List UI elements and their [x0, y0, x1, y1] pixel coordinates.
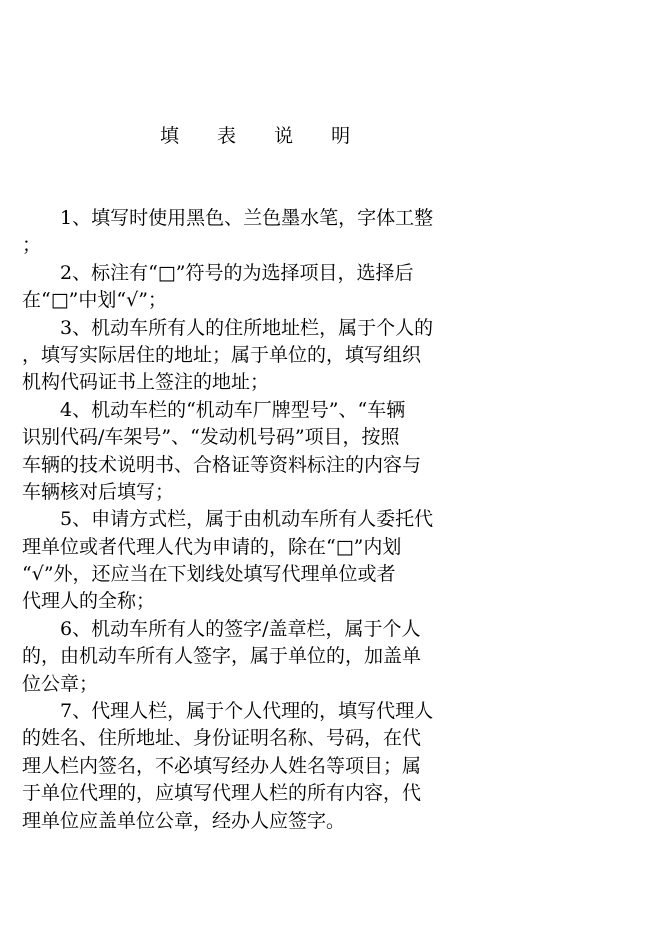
- text-line: 的姓名、住所地址、身份证明名称、号码，在代: [22, 727, 422, 750]
- text-line: 5、申请方式栏，属于由机动车所有人委托代: [60, 508, 434, 531]
- text-line: 7、代理人栏，属于个人代理的，填写代理人: [60, 700, 434, 723]
- page-title: 填 表 说 明: [160, 125, 367, 147]
- text-line: ；: [22, 234, 42, 257]
- text-line: 2、标注有“□”符号的为选择项目，选择后: [60, 261, 414, 284]
- text-line: 车辆的技术说明书、合格证等资料标注的内容与: [22, 453, 422, 476]
- text-line: “√”外，还应当在下划线处填写代理单位或者: [22, 563, 396, 586]
- text-line: 于单位代理的，应填写代理人栏的所有内容，代: [22, 782, 422, 805]
- text-line: 代理人的全称；: [22, 590, 156, 613]
- instructions-body: [22, 205, 482, 835]
- text-line: 在“□”中划“√”；: [22, 289, 167, 312]
- text-line: 3、机动车所有人的住所地址栏，属于个人的: [60, 316, 434, 339]
- text-line: 位公章；: [22, 672, 99, 695]
- text-line: 理人栏内签名，不必填写经办人姓名等项目；属: [22, 754, 422, 777]
- text-line: 机构代码证书上签注的地址；: [22, 371, 270, 394]
- text-line: 的，由机动车所有人签字，属于单位的，加盖单: [22, 645, 422, 668]
- text-line: 车辆核对后填写；: [22, 480, 175, 503]
- text-line: ，填写实际居住的地址；属于单位的，填写组织: [22, 343, 422, 366]
- text-line: 理单位或者代理人代为申请的，除在“□”内划: [22, 535, 402, 558]
- text-line: 理单位应盖单位公章，经办人应签字。: [22, 809, 346, 832]
- text-line: 1、填写时使用黑色、兰色墨水笔，字体工整: [60, 207, 434, 229]
- text-line: 6、机动车所有人的签字/盖章栏，属于个人: [60, 617, 421, 640]
- text-line: 识别代码/车架号”、“发动机号码”项目，按照: [22, 426, 400, 449]
- text-line: 4、机动车栏的“机动车厂牌型号”、“车辆: [60, 398, 406, 421]
